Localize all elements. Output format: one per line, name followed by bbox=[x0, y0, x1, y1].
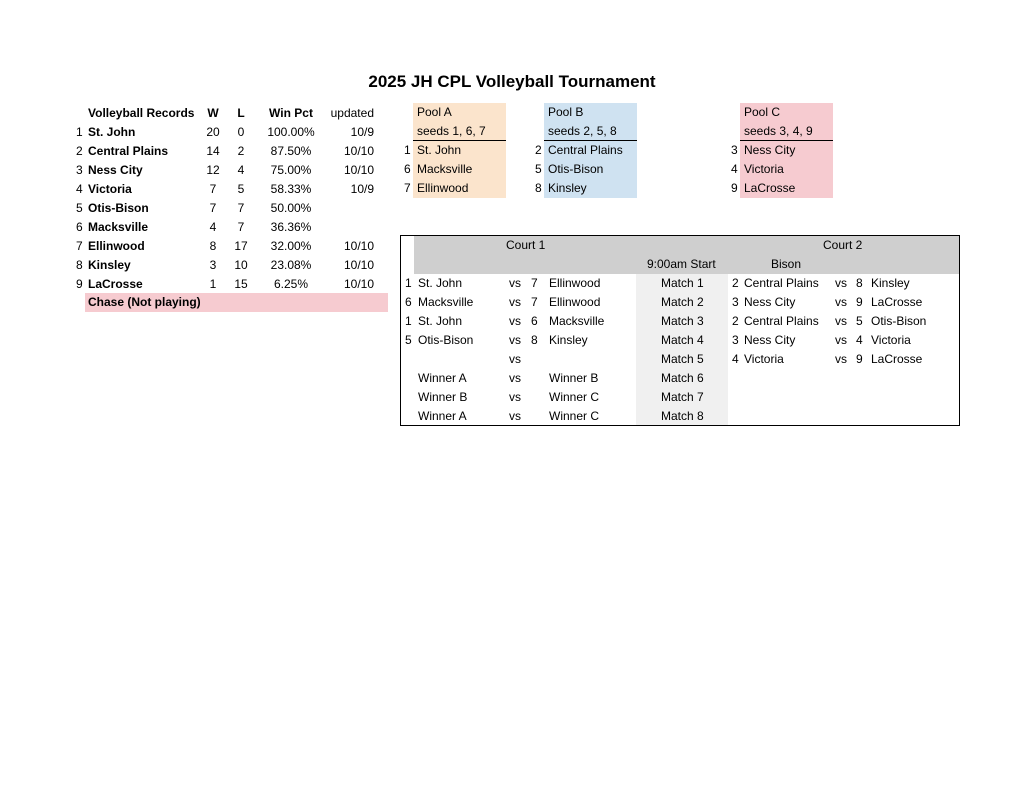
page-title: 2025 JH CPL Volleyball Tournament bbox=[368, 72, 656, 91]
losses-value: 2 bbox=[237, 144, 245, 158]
court2-seed-2: 5 bbox=[856, 314, 863, 328]
pool-team-seed: 2 bbox=[535, 143, 542, 157]
court2-seed-2: 9 bbox=[856, 352, 863, 366]
court-1-label: Court 1 bbox=[506, 238, 546, 252]
court1-team-2: Ellinwood bbox=[549, 276, 601, 290]
court2-seed-2: 4 bbox=[856, 333, 863, 347]
location-label: Bison bbox=[771, 257, 802, 271]
chase-not-playing-row bbox=[85, 293, 388, 312]
win-pct-value: 6.25% bbox=[273, 277, 309, 291]
seed-number: 2 bbox=[76, 144, 83, 158]
losses-value: 10 bbox=[234, 258, 248, 272]
seed-number: 7 bbox=[76, 239, 83, 253]
wins-value: 20 bbox=[206, 125, 220, 139]
team-name: Otis-Bison bbox=[88, 201, 149, 215]
court2-vs: vs bbox=[835, 352, 847, 366]
court1-vs: vs bbox=[509, 295, 521, 309]
losses-value: 7 bbox=[237, 220, 245, 234]
match-label: Match 6 bbox=[661, 371, 704, 385]
updated-value: 10/10 bbox=[343, 258, 374, 272]
court2-team-1: Victoria bbox=[744, 352, 784, 366]
wins-value: 7 bbox=[209, 201, 217, 215]
schedule-table bbox=[400, 235, 960, 426]
court-2-label: Court 2 bbox=[823, 238, 863, 252]
updated-value: 10/10 bbox=[343, 144, 374, 158]
records-header-team: Volleyball Records bbox=[88, 106, 195, 120]
court2-vs: vs bbox=[835, 333, 847, 347]
wins-value: 1 bbox=[209, 277, 217, 291]
pool-seeds: seeds 1, 6, 7 bbox=[417, 124, 486, 138]
match-label: Match 3 bbox=[661, 314, 704, 328]
pool-c-box bbox=[740, 103, 833, 198]
match-label: Match 4 bbox=[661, 333, 704, 347]
court2-seed-2: 8 bbox=[856, 276, 863, 290]
court2-seed-2: 9 bbox=[856, 295, 863, 309]
court1-seed-1: 1 bbox=[405, 314, 412, 328]
court1-vs: vs bbox=[509, 352, 521, 366]
court2-seed-1: 4 bbox=[732, 352, 739, 366]
losses-value: 5 bbox=[237, 182, 245, 196]
pool-team-seed: 3 bbox=[731, 143, 738, 157]
seed-number: 8 bbox=[76, 258, 83, 272]
court1-seed-1: 5 bbox=[405, 333, 412, 347]
pool-team-seed: 5 bbox=[535, 162, 542, 176]
records-header-l: L bbox=[237, 106, 245, 120]
court1-team-2: Winner C bbox=[549, 390, 600, 404]
updated-value: 10/9 bbox=[350, 182, 374, 196]
team-name: Central Plains bbox=[88, 144, 169, 158]
seed-number: 3 bbox=[76, 163, 83, 177]
team-name: Kinsley bbox=[88, 258, 131, 272]
updated-value: 10/10 bbox=[343, 239, 374, 253]
court2-team-2: LaCrosse bbox=[871, 295, 923, 309]
court1-team-1: Winner B bbox=[418, 390, 468, 404]
pool-name: Pool C bbox=[744, 105, 781, 119]
updated-value: 10/10 bbox=[343, 277, 374, 291]
start-time-label: 9:00am Start bbox=[647, 257, 716, 271]
court1-seed-2: 7 bbox=[531, 276, 538, 290]
court1-team-2: Kinsley bbox=[549, 333, 588, 347]
pool-team-name: Macksville bbox=[417, 162, 473, 176]
pool-a-box bbox=[413, 103, 506, 198]
pool-team-name: Kinsley bbox=[548, 181, 587, 195]
pool-seeds: seeds 3, 4, 9 bbox=[744, 124, 813, 138]
team-name: Ness City bbox=[88, 163, 143, 177]
court1-vs: vs bbox=[509, 390, 521, 404]
court2-team-2: Victoria bbox=[871, 333, 911, 347]
court1-vs: vs bbox=[509, 276, 521, 290]
court1-seed-2: 7 bbox=[531, 295, 538, 309]
court1-seed-1: 6 bbox=[405, 295, 412, 309]
court1-vs: vs bbox=[509, 371, 521, 385]
match-label: Match 8 bbox=[661, 409, 704, 423]
court1-seed-2: 6 bbox=[531, 314, 538, 328]
pool-team-name: Ness City bbox=[744, 143, 796, 157]
court1-team-1: Otis-Bison bbox=[418, 333, 474, 347]
court1-vs: vs bbox=[509, 333, 521, 347]
court2-seed-1: 3 bbox=[732, 333, 739, 347]
seed-number: 9 bbox=[76, 277, 83, 291]
court1-team-2: Macksville bbox=[549, 314, 605, 328]
win-pct-value: 75.00% bbox=[270, 163, 312, 177]
wins-value: 14 bbox=[206, 144, 220, 158]
match-label: Match 1 bbox=[661, 276, 704, 290]
court2-team-2: LaCrosse bbox=[871, 352, 923, 366]
records-header-w: W bbox=[207, 106, 219, 120]
pool-team-name: LaCrosse bbox=[744, 181, 796, 195]
win-pct-value: 36.36% bbox=[270, 220, 312, 234]
win-pct-value: 58.33% bbox=[270, 182, 312, 196]
seed-number: 6 bbox=[76, 220, 83, 234]
records-header-pct: Win Pct bbox=[269, 106, 313, 120]
pool-team-name: Otis-Bison bbox=[548, 162, 604, 176]
court2-team-2: Kinsley bbox=[871, 276, 910, 290]
pool-name: Pool A bbox=[417, 105, 452, 119]
pool-team-seed: 8 bbox=[535, 181, 542, 195]
court1-team-1: Winner A bbox=[418, 409, 467, 423]
win-pct-value: 50.00% bbox=[270, 201, 312, 215]
pool-team-seed: 7 bbox=[404, 181, 411, 195]
pool-b-box bbox=[544, 103, 637, 198]
wins-value: 8 bbox=[209, 239, 217, 253]
court1-team-2: Ellinwood bbox=[549, 295, 601, 309]
court2-seed-1: 2 bbox=[732, 314, 739, 328]
court2-team-2: Otis-Bison bbox=[871, 314, 927, 328]
match-label: Match 2 bbox=[661, 295, 704, 309]
court1-seed-1: 1 bbox=[405, 276, 412, 290]
losses-value: 4 bbox=[237, 163, 245, 177]
losses-value: 7 bbox=[237, 201, 245, 215]
court1-vs: vs bbox=[509, 314, 521, 328]
team-name: Macksville bbox=[88, 220, 149, 234]
court1-team-2: Winner C bbox=[549, 409, 600, 423]
team-name: St. John bbox=[88, 125, 136, 139]
wins-value: 7 bbox=[209, 182, 217, 196]
match-label: Match 5 bbox=[661, 352, 704, 366]
pool-team-name: Ellinwood bbox=[417, 181, 469, 195]
court2-seed-1: 3 bbox=[732, 295, 739, 309]
team-name: Ellinwood bbox=[88, 239, 145, 253]
pool-team-name: Central Plains bbox=[548, 143, 623, 157]
court1-team-1: Winner A bbox=[418, 371, 467, 385]
wins-value: 4 bbox=[209, 220, 217, 234]
records-header-updated: updated bbox=[330, 106, 374, 120]
pool-seeds: seeds 2, 5, 8 bbox=[548, 124, 617, 138]
pool-team-seed: 6 bbox=[404, 162, 411, 176]
pool-name: Pool B bbox=[548, 105, 584, 119]
losses-value: 15 bbox=[234, 277, 248, 291]
court2-vs: vs bbox=[835, 276, 847, 290]
seed-number: 4 bbox=[76, 182, 83, 196]
losses-value: 0 bbox=[237, 125, 245, 139]
losses-value: 17 bbox=[234, 239, 248, 253]
court1-team-1: St. John bbox=[418, 314, 463, 328]
court2-team-1: Central Plains bbox=[744, 276, 819, 290]
court1-team-1: St. John bbox=[418, 276, 463, 290]
wins-value: 3 bbox=[209, 258, 217, 272]
court2-vs: vs bbox=[835, 314, 847, 328]
court1-vs: vs bbox=[509, 409, 521, 423]
updated-value: 10/9 bbox=[350, 125, 374, 139]
seed-number: 1 bbox=[76, 125, 83, 139]
win-pct-value: 87.50% bbox=[270, 144, 312, 158]
court1-seed-2: 8 bbox=[531, 333, 538, 347]
wins-value: 12 bbox=[206, 163, 220, 177]
pool-team-seed: 1 bbox=[404, 143, 411, 157]
court2-seed-1: 2 bbox=[732, 276, 739, 290]
court2-team-1: Central Plains bbox=[744, 314, 819, 328]
chase-label: Chase (Not playing) bbox=[88, 295, 201, 309]
court-header-bar bbox=[414, 236, 959, 255]
court2-team-1: Ness City bbox=[744, 295, 796, 309]
match-label: Match 7 bbox=[661, 390, 704, 404]
updated-value: 10/10 bbox=[343, 163, 374, 177]
court1-team-1: Macksville bbox=[418, 295, 474, 309]
pool-team-seed: 4 bbox=[731, 162, 738, 176]
seed-number: 5 bbox=[76, 201, 83, 215]
pool-team-name: Victoria bbox=[744, 162, 784, 176]
team-name: LaCrosse bbox=[88, 277, 143, 291]
win-pct-value: 23.08% bbox=[270, 258, 312, 272]
win-pct-value: 100.00% bbox=[267, 125, 315, 139]
team-name: Victoria bbox=[88, 182, 132, 196]
pool-team-name: St. John bbox=[417, 143, 462, 157]
court2-team-1: Ness City bbox=[744, 333, 796, 347]
pool-team-seed: 9 bbox=[731, 181, 738, 195]
court2-vs: vs bbox=[835, 295, 847, 309]
win-pct-value: 32.00% bbox=[270, 239, 312, 253]
court1-team-2: Winner B bbox=[549, 371, 599, 385]
